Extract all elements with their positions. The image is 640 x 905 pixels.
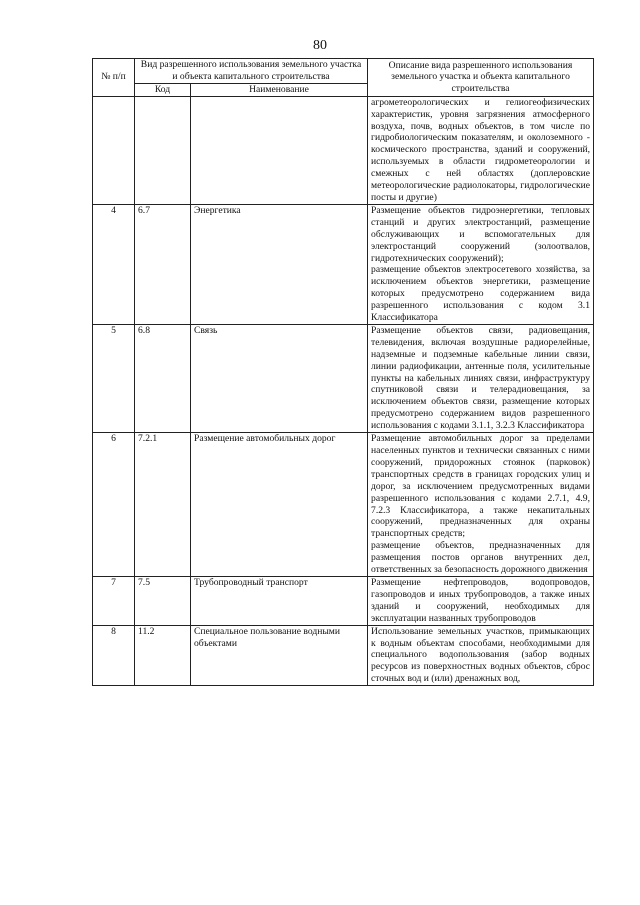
description-paragraph: размещение объектов электросетевого хозяйства, за исключением объектов энергетики, размещение которых предусмотрено содержанием вида разрешенного использования с кодом 3.1 Классификатора <box>371 264 591 324</box>
row-name: Размещение автомобильных дорог <box>191 433 368 577</box>
description-paragraph: Использование земельных участков, примыкающих к водным объектам способами, необходимыми для специального водопользования (забор водных ресурсов из поверхностных водных объектов, сброс сточных вод и (или) дренажных вод, <box>371 625 591 685</box>
table-row <box>93 324 594 432</box>
row-name: Энергетика <box>191 204 368 324</box>
row-number: 7 <box>93 576 135 625</box>
header-name: Наименование <box>191 83 368 96</box>
row-number: 6 <box>93 433 135 577</box>
row-description <box>368 204 594 324</box>
row-code: 7.5 <box>135 576 191 625</box>
table-header-row <box>93 59 594 84</box>
header-code: Код <box>135 83 191 96</box>
row-code: 11.2 <box>135 625 191 686</box>
row-number: 4 <box>93 204 135 324</box>
row-description <box>368 576 594 625</box>
description-paragraph: Размещение объектов связи, радиовещания, телевидения, включая воздушные радиорелейные, надземные и подземные кабельные линии связи, линии радиофикации, антенные поля, усилительные пункты на кабельных линиях связи, инфраструктуру спутниковой связи и телерадиовещания, за исключением объектов связи, размещение которых предусмотрено содержанием видов разрешенного использования с кодами 3.1.1, 3.2.3 Классификатора <box>371 324 591 432</box>
row-code: 6.8 <box>135 324 191 432</box>
row-number: 8 <box>93 625 135 686</box>
header-description: Описание вида разрешенного использования земельного участка и объекта капитального строительства <box>368 59 594 97</box>
description-paragraph: Размещение объектов гидроэнергетики, тепловых станций и других электростанций, размещение обслуживающих и вспомогательных для электростанций сооружений (золоотвалов, гидротехнических сооружений); <box>371 204 591 264</box>
page-number: 80 <box>313 38 327 53</box>
row-code: 6.7 <box>135 204 191 324</box>
row-code: 7.2.1 <box>135 433 191 577</box>
row-name <box>191 96 368 204</box>
table-row <box>93 433 594 577</box>
row-description <box>368 324 594 432</box>
row-number <box>93 96 135 204</box>
row-name: Связь <box>191 324 368 432</box>
row-description <box>368 625 594 686</box>
row-name: Специальное пользование водными объектами <box>191 625 368 686</box>
description-paragraph: Размещение автомобильных дорог за пределами населенных пунктов и технически связанных с ними сооружений, придорожных стоянок (парковок) транспортных средств в границах городских улиц и дорог, за исключением предусмотренных видами разрешенного использования с кодами 2.7.1, 4.9, 7.2.3 Классификатора, а также некапитальных сооружений, предназначенных для охраны транспортных средств; <box>371 433 591 540</box>
table-row <box>93 625 594 686</box>
table-row <box>93 576 594 625</box>
header-num: № п/п <box>93 59 135 97</box>
description-paragraph: размещение объектов, предназначенных для размещения постов органов внутренних дел, ответственных за безопасность дорожного движения <box>371 540 591 576</box>
table-row <box>93 96 594 204</box>
header-land-use-type: Вид разрешенного использования земельного участка и объекта капитального строительства <box>135 59 368 84</box>
row-code <box>135 96 191 204</box>
row-description <box>368 96 594 204</box>
row-number: 5 <box>93 324 135 432</box>
description-paragraph: агрометеорологических и гелиогеофизических характеристик, уровня загрязнения атмосферного воздуха, почв, водных объектов, в том числе по гидробиологическим показателям, и околоземного - космического пространства, зданий и сооружений, используемых в области гидрометеорологии и смежных с ней областях (доплеровские метеорологические радиолокаторы, гидрологические посты и другие) <box>371 96 591 203</box>
row-description <box>368 433 594 577</box>
row-name: Трубопроводный транспорт <box>191 576 368 625</box>
description-paragraph: Размещение нефтепроводов, водопроводов, газопроводов и иных трубопроводов, а также иных зданий и сооружений, необходимых для эксплуатации названных трубопроводов <box>371 576 591 624</box>
land-use-table <box>92 58 594 686</box>
table-body <box>93 96 594 685</box>
table-row <box>93 204 594 324</box>
